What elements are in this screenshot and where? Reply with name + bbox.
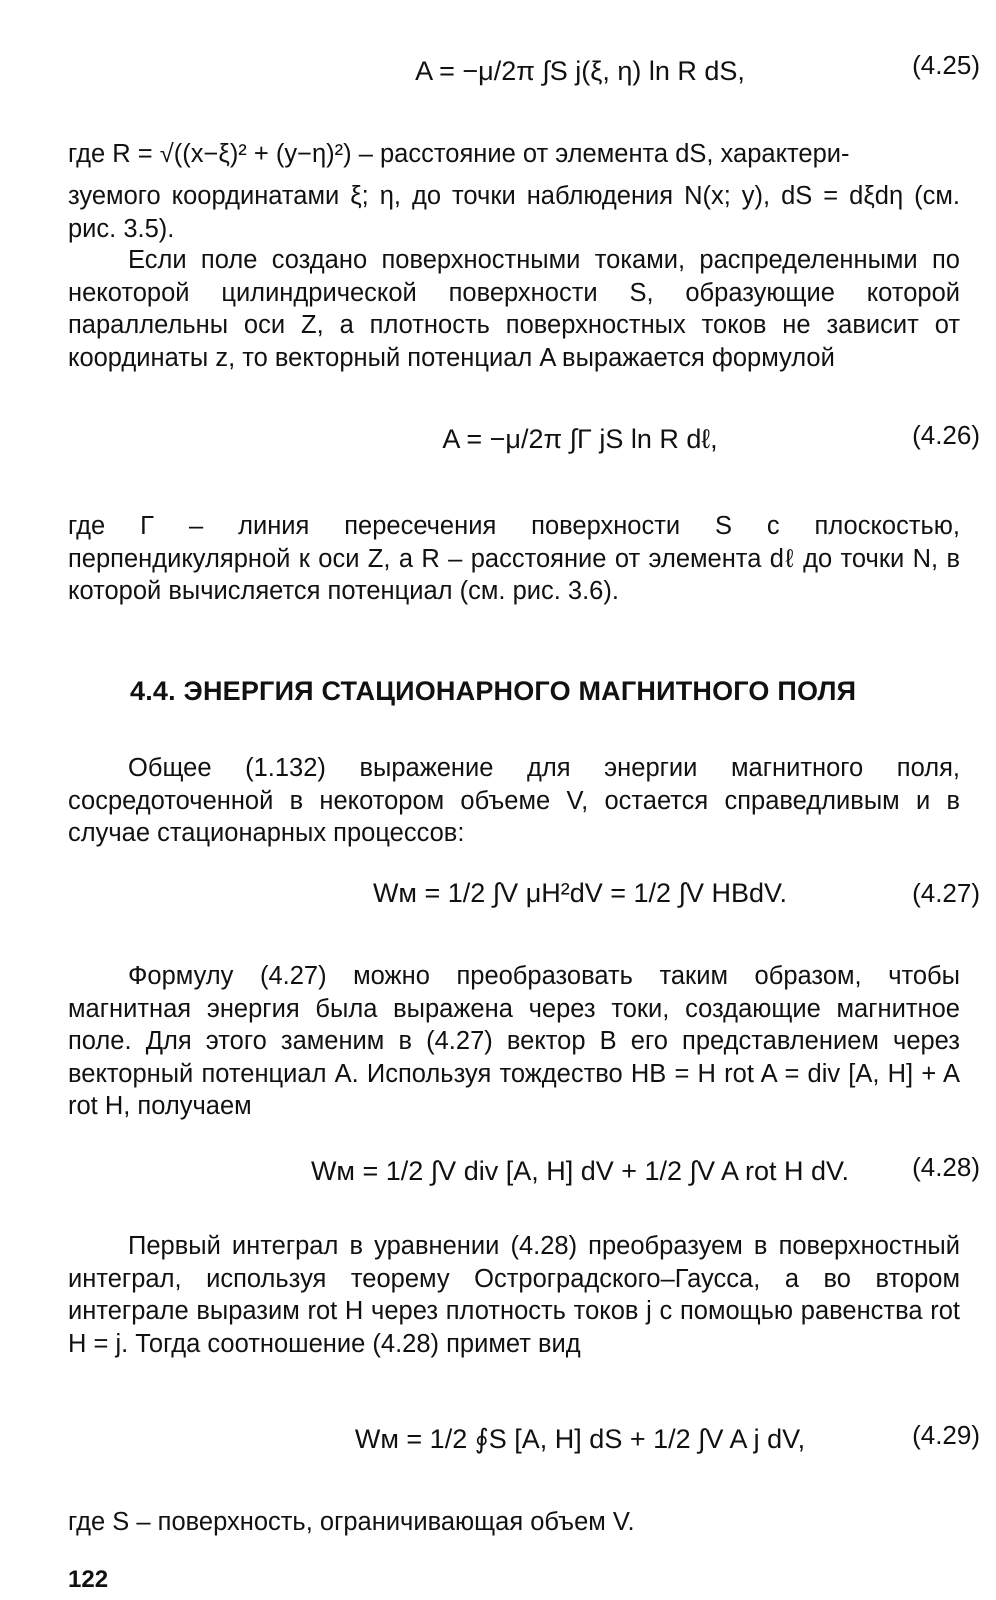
- section-heading: 4.4. ЭНЕРГИЯ СТАЦИОНАРНОГО МАГНИТНОГО ПОЛЯ: [130, 676, 857, 706]
- equation-number-4-28: (4.28): [912, 1152, 980, 1182]
- paragraph-transform: Формулу (4.27) можно преобразовать таким образом, чтобы магнитная энергия была выражена через токи, создающие магнитное поле. Для этого заменим в (4.27) вектор B его представлением через векторный потенциал A. Используя тождество HB = H rot A = div [A, H] + A rot H, получаем: [68, 962, 960, 1120]
- equation-4-26: A = −μ/2π ∫Γ jS ln R dℓ,: [442, 424, 718, 454]
- paragraph-coordinates: зуемого координатами ξ; η, до точки наблюдения N(x; y), dS = dξdη (см. рис. 3.5).: [68, 182, 960, 243]
- paragraph-first-integral: Первый интеграл в уравнении (4.28) преобразуем в поверхностный интеграл, используя теорему Остроградского–Гаусса, а во втором интеграле выразим rot H через плотность токов j с помощью равенства rot H = j. Тогда соотношение (4.28) примет вид: [68, 1232, 960, 1358]
- page-number: 122: [68, 1566, 109, 1593]
- paragraph-energy-general: Общее (1.132) выражение для энергии магнитного поля, сосредоточенной в некотором объеме V, остается справедливым и в случае стационарных процессов:: [68, 754, 960, 847]
- equation-4-28: Wм = 1/2 ∫V div [A, H] dV + 1/2 ∫V A rot H dV.: [310, 1156, 850, 1186]
- equation-4-29: Wм = 1/2 ∮S [A, H] dS + 1/2 ∫V A j dV,: [354, 1424, 806, 1454]
- where-R-definition: где R = √((x−ξ)² + (y−η)²) – расстояние от элемента dS, характери-: [68, 140, 850, 168]
- equation-number-4-27: (4.27): [912, 878, 980, 908]
- paragraph-surface-currents: Если поле создано поверхностными токами, распределенными по некоторой цилиндрической поверхности S, образующие которой параллельны оси Z, а плотность поверхностных токов не зависит от координаты z, то векторный потенциал A выражается формулой: [68, 246, 960, 372]
- equation-number-4-29: (4.29): [912, 1420, 980, 1450]
- equation-number-4-25: (4.25): [912, 50, 980, 80]
- paragraph-gamma-line: где Γ – линия пересечения поверхности S с плоскостью, перпендикулярной к оси Z, а R – расстояние от элемента dℓ до точки N, в которой вычисляется потенциал (см. рис. 3.6).: [68, 512, 960, 605]
- equation-4-25: A = −μ/2π ∫S j(ξ, η) ln R dS,: [415, 56, 745, 86]
- paragraph-surface-S: где S – поверхность, ограничивающая объем V.: [68, 1508, 635, 1536]
- equation-number-4-26: (4.26): [912, 420, 980, 450]
- equation-4-27: Wм = 1/2 ∫V μH²dV = 1/2 ∫V HBdV.: [372, 878, 788, 908]
